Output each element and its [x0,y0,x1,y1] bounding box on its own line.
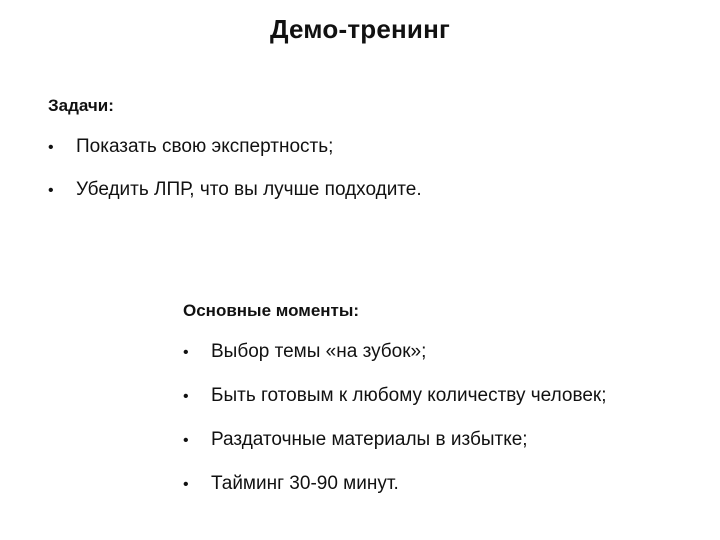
list-item [183,429,606,452]
list-item [48,136,422,159]
bullet-icon: • [48,182,54,199]
tasks-heading: Задачи: [48,96,114,115]
list-item-text: Убедить ЛПР, что вы лучше подходите. [76,179,422,200]
list-item [183,385,606,408]
tasks-section [48,96,422,222]
list-item-text: Тайминг 30-90 минут. [211,473,399,494]
key-points-heading: Основные моменты: [183,301,360,320]
list-item [183,341,606,364]
list-item-text: Выбор темы «на зубок»; [211,341,427,362]
list-item-text: Показать свою экспертность; [76,136,334,157]
tasks-list [48,136,422,202]
key-points-section [183,301,606,517]
slide-title: Демо-тренинг [269,14,451,44]
list-item [183,473,606,496]
bullet-icon: • [48,139,54,156]
list-item-text: Раздаточные материалы в избытке; [211,429,528,450]
list-item [48,179,422,202]
bullet-icon: • [183,432,189,449]
key-points-list [183,341,606,496]
list-item-text: Быть готовым к любому количеству человек; [211,385,607,406]
bullet-icon: • [183,388,189,405]
bullet-icon: • [183,344,189,361]
bullet-icon: • [183,476,189,493]
